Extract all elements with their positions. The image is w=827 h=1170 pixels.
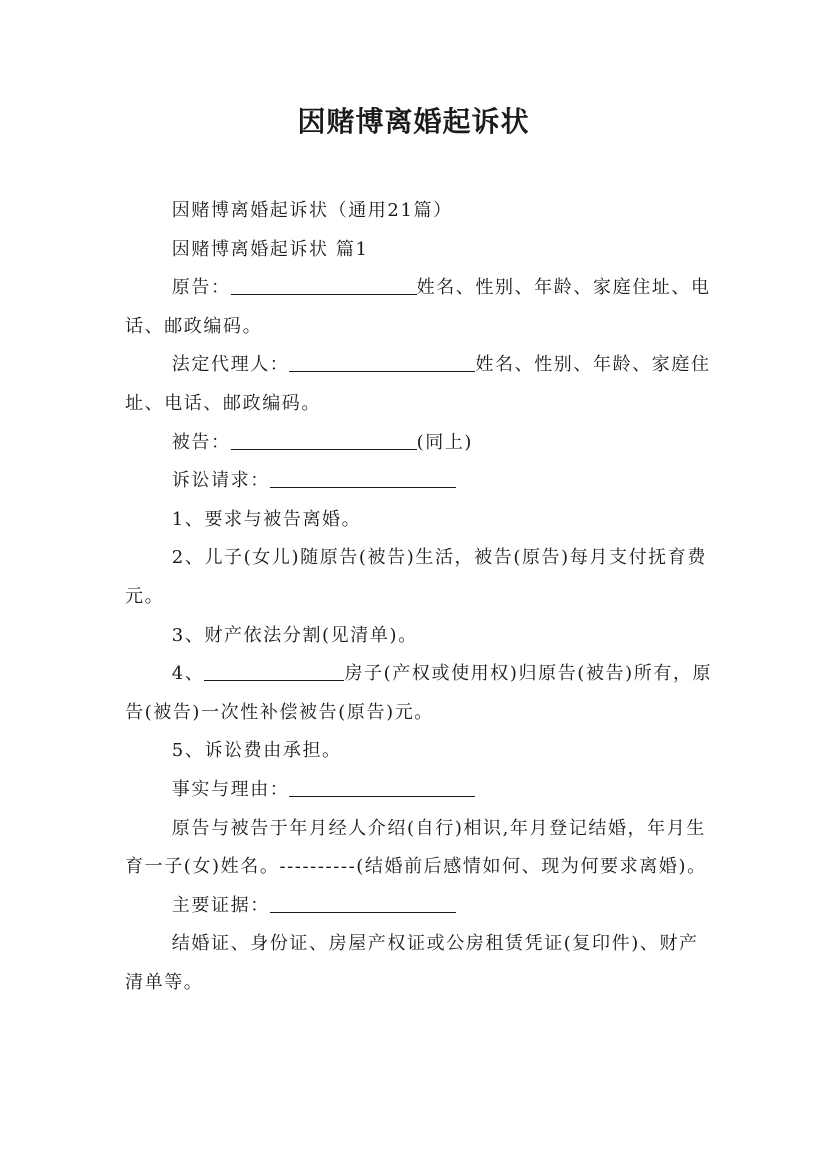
legal-representative-blank — [289, 351, 475, 372]
paragraph-claim-4 — [125, 655, 715, 732]
claim-4-text: 房子(产权或使用权)归原告(被告)所有，原告(被告)一次性补偿被告(原告)元。 — [125, 663, 713, 723]
document-title: 因赌博离婚起诉状 — [297, 105, 530, 138]
facts-label: 事实与理由： — [171, 778, 290, 800]
legal-representative-label: 法定代理人： — [171, 354, 290, 376]
legal-representative-description: 姓名、性别、年龄、家庭住址、电话、邮政编码。 — [125, 354, 711, 414]
paragraph-claim-1: 1、要求与被告离婚。 — [171, 508, 362, 530]
paragraph-evidence — [125, 887, 715, 926]
paragraph-section-heading: 因赌博离婚起诉状 篇1 — [171, 238, 369, 260]
paragraph-facts-detail: 原告与被告于年月经人介绍(自行)相识,年月登记结婚，年月生育一子(女)姓名。----------(结婚前后感情如何、现为何要求离婚)。 — [125, 817, 707, 878]
defendant-blank — [231, 429, 417, 450]
paragraph-legal-representative — [125, 346, 715, 423]
paragraph-defendant — [125, 424, 715, 463]
paragraph-claim-5: 5、诉讼费由承担。 — [171, 740, 342, 762]
claim-4-blank — [204, 660, 344, 681]
paragraph-subtitle: 因赌博离婚起诉状（通用21篇） — [171, 200, 453, 221]
paragraph-claim-3: 3、财产依法分割(见清单)。 — [171, 624, 418, 646]
facts-blank — [289, 776, 475, 797]
plaintiff-label: 原告： — [171, 277, 231, 299]
evidence-blank — [270, 892, 456, 913]
claim-4-number: 4、 — [171, 663, 205, 685]
evidence-label: 主要证据： — [171, 894, 270, 916]
paragraph-claims — [125, 462, 715, 501]
plaintiff-blank — [231, 274, 417, 295]
plaintiff-description: 姓名、性别、年龄、家庭住址、电话、邮政编码。 — [125, 277, 711, 337]
paragraph-facts — [125, 771, 715, 810]
claims-label: 诉讼请求： — [171, 470, 270, 492]
defendant-description: (同上) — [416, 431, 474, 453]
defendant-label: 被告： — [171, 431, 231, 453]
paragraph-evidence-detail: 结婚证、身份证、房屋产权证或公房租赁凭证(复印件)、财产清单等。 — [125, 933, 699, 993]
paragraph-claim-2: 2、儿子(女儿)随原告(被告)生活，被告(原告)每月支付抚育费元。 — [125, 547, 707, 607]
claims-blank — [270, 467, 456, 488]
paragraph-plaintiff — [125, 269, 715, 346]
document-body — [125, 192, 715, 1002]
